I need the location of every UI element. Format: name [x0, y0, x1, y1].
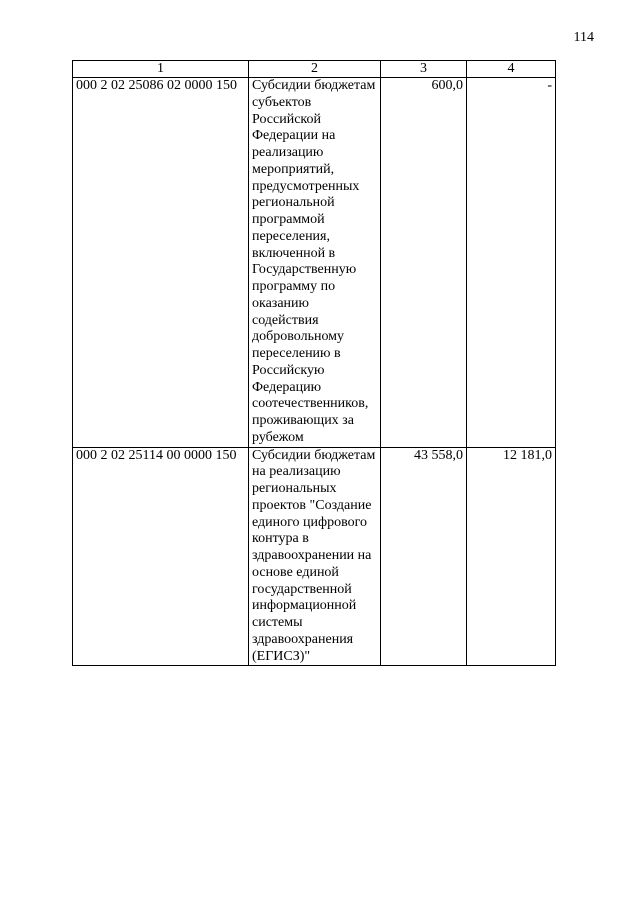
amount-col4: - [467, 78, 556, 448]
amount-col3: 43 558,0 [381, 447, 467, 666]
column-header-4: 4 [467, 61, 556, 78]
page-number: 114 [573, 30, 594, 45]
budget-table [72, 60, 556, 666]
column-header-3: 3 [381, 61, 467, 78]
revenue-description: Субсидии бюджетам на реализацию региональных проектов "Создание единого цифрового контура в здравоохранении на основе единой государственной информационной системы здравоохранения (ЕГИСЗ)" [249, 447, 381, 666]
revenue-description: Субсидии бюджетам субъектов Российской Федерации на реализацию мероприятий, предусмотренных региональной программой переселения, включенной в Государственную программу по оказанию содействия добровольному переселению в Российскую Федерацию соотечественников, проживающих за рубежом [249, 78, 381, 448]
budget-code: 000 2 02 25086 02 0000 150 [73, 78, 249, 448]
table-row [73, 78, 556, 448]
column-header-2: 2 [249, 61, 381, 78]
amount-col3: 600,0 [381, 78, 467, 448]
table-header-row [73, 61, 556, 78]
amount-col4: 12 181,0 [467, 447, 556, 666]
table-row [73, 447, 556, 666]
column-header-1: 1 [73, 61, 249, 78]
budget-code: 000 2 02 25114 00 0000 150 [73, 447, 249, 666]
